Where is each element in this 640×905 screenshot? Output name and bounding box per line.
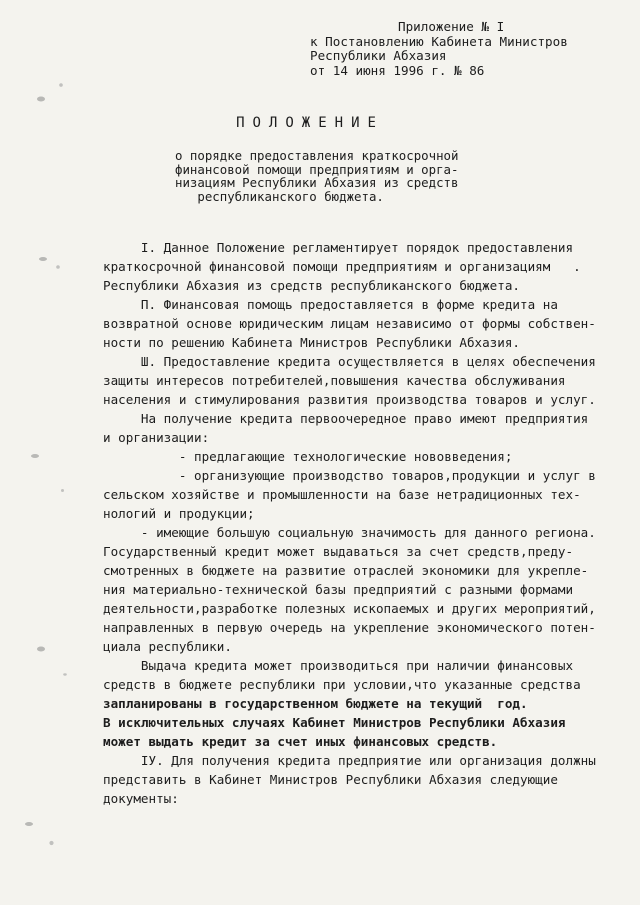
document-title: ПОЛОЖЕНИЕ [236,115,384,131]
body-line: I. Данное Положение регламентирует порядок предоставления [103,240,574,255]
appendix-number: Приложение № I [398,19,505,34]
margin-smudge [55,264,61,270]
body-line: циала республики. [103,639,232,654]
republic-name: Республики Абхазия [310,48,447,63]
body-line: В исключительных случаях Кабинет Министров Республики Абхазия [103,715,566,730]
resolution-date: от 14 июня 1996 г. № 86 [310,62,485,78]
body-line: смотренных в бюджете на развитие отраслей экономики для укрепле- [103,563,589,578]
margin-smudge [38,255,48,263]
body-line: - предлагающие технологические нововведения; [103,449,513,464]
body-line: сельском хозяйстве и промышленности на базе нетрадиционных тех- [103,487,581,502]
body-line: запланированы в государственном бюджете на текущий год. [103,696,528,711]
subtitle-line: республиканского бюджета. [175,188,384,204]
body-line: документы: [103,791,179,806]
body-line: представить в Кабинет Министров Республики Абхазия следующие [103,772,558,787]
margin-smudge [62,672,68,677]
body-line: Республики Абхазия из средств республиканского бюджета. [103,278,521,293]
body-line: нологий и продукции; [103,506,255,521]
body-line: - имеющие большую социальную значимость для данного региона. [103,525,596,540]
margin-smudge [48,840,55,846]
body-line: защиты интересов потребителей,повышения качества обслуживания [103,373,566,388]
body-line: направленных в первую очередь на укрепление экономического потен- [103,620,596,635]
body-line: Государственный кредит может выдаваться за счет средств,преду- [103,544,574,559]
body-line: средств в бюджете республики при условии,что указанные средства [103,677,581,692]
subtitle-line: финансовой помощи предприятиям и орга- [175,161,459,177]
document-body [103,238,628,808]
margin-smudge [36,645,46,653]
margin-smudge [58,82,64,88]
body-line: деятельности,разработке полезных ископаемых и других мероприятий, [103,601,596,616]
body-line: населения и стимулирования развития производства товаров и услуг. [103,392,596,407]
subtitle-line: о порядке предоставления краткосрочной [175,148,459,163]
body-line: IУ. Для получения кредита предприятие или организация должны [103,753,596,768]
body-line: возвратной основе юридическим лицам независимо от формы собствен- [103,316,596,331]
margin-smudge [36,95,46,103]
body-line: П. Финансовая помощь предоставляется в форме кредита на [103,297,558,312]
margin-smudge [24,820,34,828]
body-line: Ш. Предоставление кредита осуществляется в целях обеспечения [103,354,596,369]
body-line: краткосрочной финансовой помощи предприятиям и организациям . [103,259,581,274]
body-line: и организации: [103,430,210,445]
body-line: Выдача кредита может производиться при наличии финансовых [103,658,574,673]
margin-smudge [60,488,65,493]
body-line: - организующие производство товаров,продукции и услуг в [103,468,596,483]
body-line: может выдать кредит за счет иных финансовых средств. [103,734,498,749]
document-subtitle [175,149,505,203]
appendix-header [310,20,630,78]
resolution-reference: к Постановлению Кабинета Министров [310,33,568,49]
body-line: На получение кредита первоочередное право имеют предприятия [103,411,589,426]
margin-smudge [30,452,40,460]
body-line: ния материально-технической базы предприятий с разными формами [103,582,574,597]
body-line: ности по решению Кабинета Министров Республики Абхазия. [103,335,521,350]
subtitle-line: низациям Республики Абхазия из средств [175,175,459,190]
